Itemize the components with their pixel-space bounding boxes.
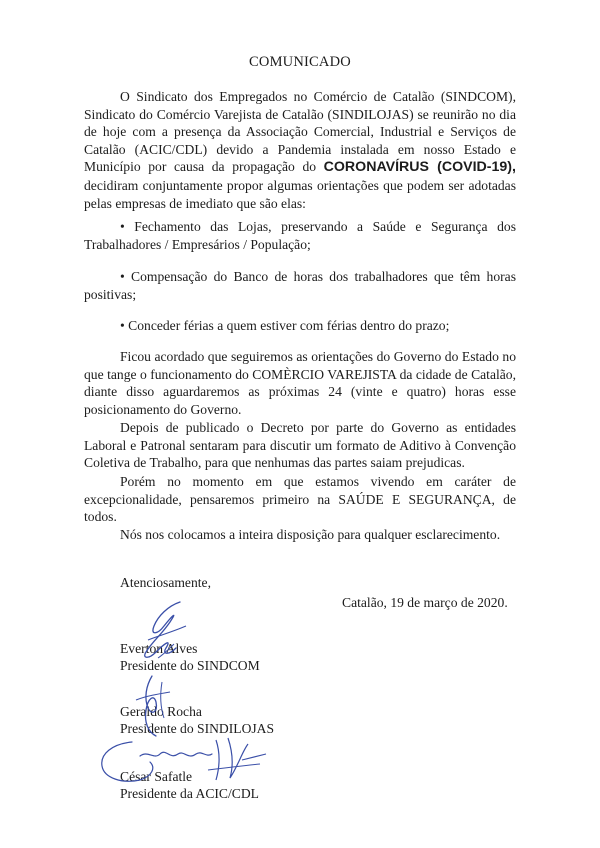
closing-salutation: Atenciosamente,: [120, 575, 211, 590]
intro-text-1: O Sindicato dos Empregados no Comércio de Catalão (SINDCOM), Sindicato do Comércio Varejista de Catalão (SINDILOJAS) se reunirão no dia de hoje com a presença da Associação Comercial, Industrial e Serviços de Catalão (ACIC/CDL) devido a Pandemia instalada em nosso Estado e Município por causa da propagação do: [84, 89, 516, 175]
intro-text-2: decidiram conjuntamente propor algumas orientações que podem ser adotadas pelas empresas de imediato que são elas:: [84, 177, 516, 211]
paragraph-health-safety: Porém no momento em que estamos vivendo em caráter de excepcionalidade, pensaremos primeiro na SAÚDE E SEGURANÇA, de todos.: [84, 474, 516, 525]
intro-paragraph: [84, 88, 516, 212]
paragraph-availability: Nós nos colocamos a inteira disposição para qualquer esclarecimento.: [120, 527, 501, 542]
place-date: Catalão, 19 de março de 2020.: [342, 595, 508, 610]
signatory-1-name: Everton Alves: [120, 641, 198, 656]
bullet-vacations: • Conceder férias a quem estiver com férias dentro do prazo;: [120, 318, 450, 333]
document-title: COMUNICADO: [249, 54, 351, 70]
signatory-1-role: Presidente do SINDCOM: [120, 658, 260, 673]
bullet-hour-bank: • Compensação do Banco de horas dos trabalhadores que têm horas positivas;: [84, 269, 516, 302]
covid-highlight: CORONAVÍRUS (COVID-19),: [323, 159, 516, 176]
paragraph-decree: Depois de publicado o Decreto por parte do Governo as entidades Laboral e Patronal sentaram para discutir um formato de Aditivo à Convenção Coletiva de Trabalho, para que nenhumas das partes saiam prejudicas.: [84, 420, 516, 471]
signatory-3-name: César Safatle: [120, 769, 193, 784]
paragraph-agreement: Ficou acordado que seguiremos as orientações do Governo do Estado no que tange o funcionamento do COMÈRCIO VAREJISTA da cidade de Catalão, diante disso aguardaremos as próximas 24 (vinte e quatro) horas esse posicionamento do Governo.: [84, 349, 516, 417]
signatory-2-name: Geraldo Rocha: [120, 704, 202, 719]
signatory-2-role: Presidente do SINDILOJAS: [120, 721, 275, 736]
bullet-closing-stores: • Fechamento das Lojas, preservando a Saúde e Segurança dos Trabalhadores / Empresários / População;: [84, 219, 516, 252]
signatory-3-role: Presidente da ACIC/CDL: [120, 786, 259, 801]
